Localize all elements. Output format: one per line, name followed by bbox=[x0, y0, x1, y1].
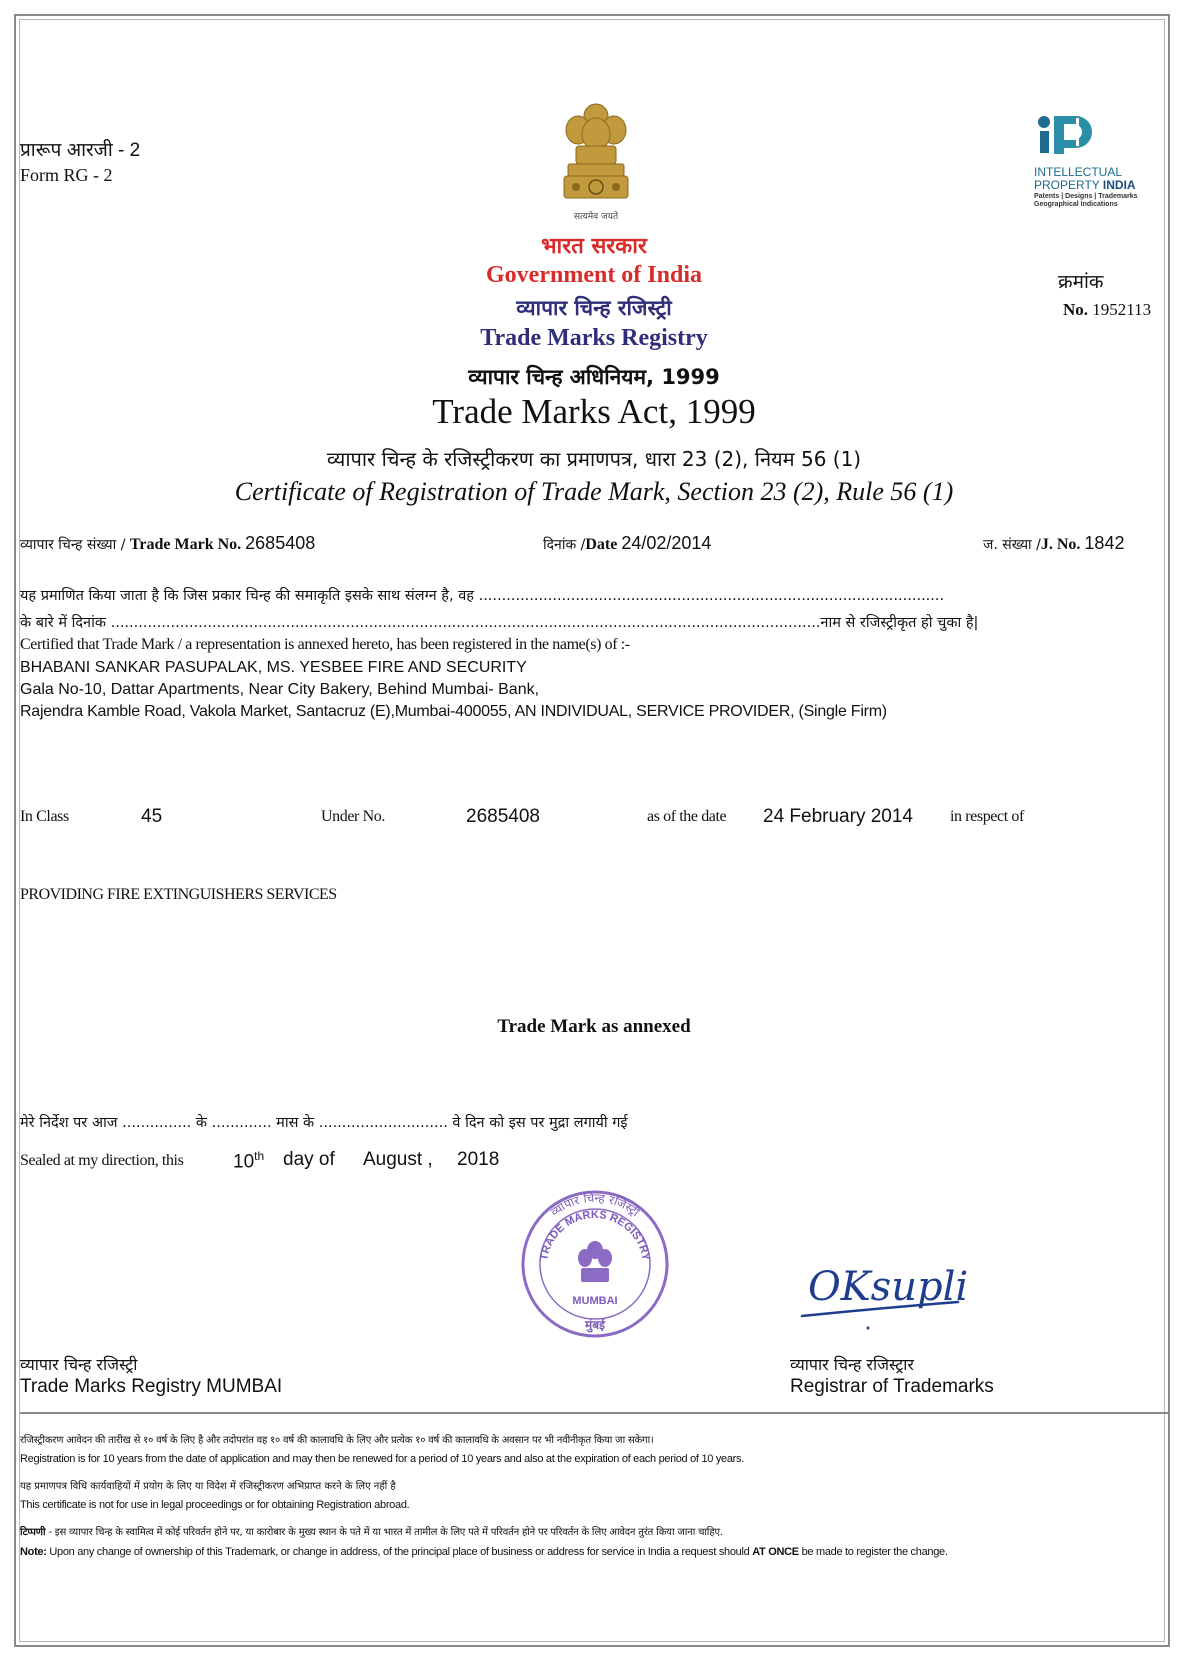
tm-label-english: Trade Mark No. bbox=[129, 536, 242, 553]
act-title-hindi: व्यापार चिन्ह अधिनियम, 1999 bbox=[468, 365, 720, 389]
certification-hindi-line2: के बारे में दिनांक ..........................................................................................................................................................नाम से रजिस्ट्रीकृत हो चुका है| bbox=[20, 615, 979, 631]
tm-label-hindi: व्यापार चिन्ह संख्या / bbox=[20, 537, 130, 553]
sealed-day bbox=[233, 1149, 264, 1173]
signature-graphic bbox=[790, 1236, 980, 1338]
registration-date bbox=[543, 533, 711, 554]
sealed-day-suffix: th bbox=[254, 1149, 265, 1163]
under-value: 2685408 bbox=[466, 806, 540, 827]
ip-logo-line1: INTELLECTUAL bbox=[1034, 165, 1123, 179]
registry-seal-stamp bbox=[517, 1184, 673, 1340]
registrar-signature bbox=[790, 1236, 980, 1338]
seal-city-hindi: मुंबई bbox=[585, 1318, 605, 1332]
registry-label-english: Trade Marks Registry MUMBAI bbox=[20, 1376, 283, 1397]
footer-renewal-english: Registration is for 10 years from the date of application and may then be renewed for a period of 10 years and also at the expiration of each period of 10 years. bbox=[20, 1453, 744, 1465]
registrar-label-hindi: व्यापार चिन्ह रजिस्ट्रार bbox=[790, 1355, 914, 1374]
j-value: 1842 bbox=[1084, 533, 1125, 553]
under-label: Under No. bbox=[321, 808, 385, 825]
owner-name: BHABANI SANKAR PASUPALAK, MS. YESBEE FIRE AND SECURITY bbox=[20, 659, 527, 676]
certification-hindi-line1: यह प्रमाणित किया जाता है कि जिस प्रकार चिन्ह की समाकृति इसके साथ संलग्न है, वह ..................................................................................................... bbox=[20, 588, 945, 604]
lion-capital-icon bbox=[556, 100, 636, 204]
owner-address-line2: Rajendra Kamble Road, Vakola Market, Santacruz (E),Mumbai-400055, AN INDIVIDUAL, SERVICE PROVIDER, (Single Firm) bbox=[20, 703, 887, 720]
signature-text: OKsupli bbox=[808, 1264, 969, 1310]
certificate-title-hindi: व्यापार चिन्ह के रजिस्ट्रीकरण का प्रमाणपत्र, धारा 23 (2), नियम 56 (1) bbox=[326, 447, 862, 471]
j-label-english: J. No. bbox=[1040, 536, 1081, 553]
footer-note-hindi-label: टिप्पणी bbox=[20, 1527, 46, 1538]
serial-value: 1952113 bbox=[1092, 300, 1152, 319]
sealed-label: Sealed at my direction, this bbox=[20, 1152, 184, 1169]
owner-address-line1: Gala No-10, Dattar Apartments, Near City Bakery, Behind Mumbai- Bank, bbox=[20, 681, 540, 698]
ip-logo-line2a: PROPERTY bbox=[1034, 178, 1103, 192]
ip-logo-line3: Patents | Designs | Trademarks bbox=[1034, 193, 1138, 200]
seal-stamp-icon bbox=[517, 1184, 673, 1340]
date-label-hindi: दिनांक / bbox=[543, 537, 586, 553]
sealed-month: August , bbox=[363, 1149, 433, 1170]
sealed-day-value: 10 bbox=[233, 1151, 255, 1173]
ip-logo-line4: Geographical Indications bbox=[1034, 201, 1118, 208]
footer-note-label: Note: bbox=[20, 1546, 47, 1558]
form-label-hindi: प्रारूप आरजी - 2 bbox=[20, 140, 141, 161]
footer-renewal-hindi: रजिस्ट्रीकरण आवेदन की तारीख से १० वर्ष के लिए है और तदोपरांत वह १० वर्ष की कालावधि के लिए और प्रत्येक १० वर्ष की कालावधि के अवसान पर भी नवीनीकृत किया जा सकेगा। bbox=[20, 1435, 654, 1446]
govt-title-english: Government of India bbox=[486, 262, 702, 288]
footer-note-bold: AT ONCE bbox=[752, 1546, 799, 1558]
trade-mark-number bbox=[20, 533, 315, 554]
footer-note-hindi-text: - इस व्यापार चिन्ह के स्वामित्व में कोई परिवर्तन होने पर, या कारोबार के मुख्य स्थान के पते में या भारत में तामील के लिए पते में परिवर्तन होने पर परिवर्तन के लिए आवेदन तुरंत किया जाना चाहिए. bbox=[45, 1527, 723, 1538]
serial-label-english: No. bbox=[1063, 300, 1089, 319]
footer-note-english bbox=[20, 1546, 948, 1558]
footer-note-pre: Upon any change of ownership of this Trademark, or change in address, of the principal place of business or address for service in India a request should bbox=[46, 1546, 753, 1558]
footer-note-hindi bbox=[20, 1524, 723, 1538]
registrar-label-english: Registrar of Trademarks bbox=[790, 1376, 994, 1397]
tm-value: 2685408 bbox=[245, 533, 316, 553]
seal-city-text: MUMBAI bbox=[572, 1295, 618, 1307]
in-respect-label: in respect of bbox=[950, 808, 1024, 825]
j-label-hindi: ज. संख्या / bbox=[983, 537, 1041, 553]
date-label-english: Date bbox=[585, 536, 618, 553]
serial-number bbox=[1063, 300, 1151, 320]
act-title-english: Trade Marks Act, 1999 bbox=[432, 392, 756, 431]
ip-logo-icon bbox=[1036, 114, 1106, 156]
class-label: In Class bbox=[20, 808, 69, 825]
certification-english: Certified that Trade Mark / a representation is annexed hereto, has been registered in the name(s) of :- bbox=[20, 636, 630, 653]
seal-ring-text: TRADE MARKS REGISTRY bbox=[538, 1208, 652, 1262]
registry-label-hindi: व्यापार चिन्ह रजिस्ट्री bbox=[20, 1355, 138, 1374]
national-emblem bbox=[556, 100, 636, 222]
ip-india-logo bbox=[1034, 114, 1174, 214]
ip-logo-line2b: INDIA bbox=[1102, 178, 1136, 192]
sealed-year: 2018 bbox=[457, 1149, 500, 1170]
emblem-motto: सत्यमेव जयते bbox=[573, 212, 619, 222]
footer-note-post: be made to register the change. bbox=[798, 1546, 948, 1558]
trade-mark-annexed: Trade Mark as annexed bbox=[497, 1016, 691, 1037]
serial-label-hindi: क्रमांक bbox=[1058, 271, 1104, 293]
footer-legal-hindi: यह प्रमाणपत्र विधि कार्यवाहियों में प्रयोग के लिए या विदेश में रजिस्ट्रीकरण अभिप्राप्त करने के लिए नहीं है bbox=[20, 1481, 396, 1492]
certificate-title-english: Certificate of Registration of Trade Mark, Section 23 (2), Rule 56 (1) bbox=[234, 477, 954, 506]
govt-title-hindi: भारत सरकार bbox=[541, 234, 647, 259]
sealed-day-of: day of bbox=[283, 1149, 335, 1170]
services-description: PROVIDING FIRE EXTINGUISHERS SERVICES bbox=[20, 886, 337, 903]
footer-divider bbox=[20, 1412, 1168, 1414]
date-value: 24/02/2014 bbox=[621, 533, 712, 553]
as-of-value: 24 February 2014 bbox=[763, 806, 913, 827]
as-of-label: as of the date bbox=[647, 808, 727, 825]
registry-title-english: Trade Marks Registry bbox=[480, 325, 708, 351]
sealed-hindi: मेरे निर्देश पर आज ............... के ............. मास के ............................ वे दिन को इस पर मुद्रा लगायी गई bbox=[20, 1115, 628, 1131]
seal-top-text: व्यापार चिन्ह रजिस्ट्री bbox=[548, 1190, 643, 1220]
footer-legal-english: This certificate is not for use in legal proceedings or for obtaining Registration abroad. bbox=[20, 1499, 410, 1511]
registry-title-hindi: व्यापार चिन्ह रजिस्ट्री bbox=[516, 296, 672, 320]
form-label-english: Form RG - 2 bbox=[20, 165, 113, 185]
class-value: 45 bbox=[141, 806, 163, 827]
journal-number bbox=[983, 533, 1124, 554]
